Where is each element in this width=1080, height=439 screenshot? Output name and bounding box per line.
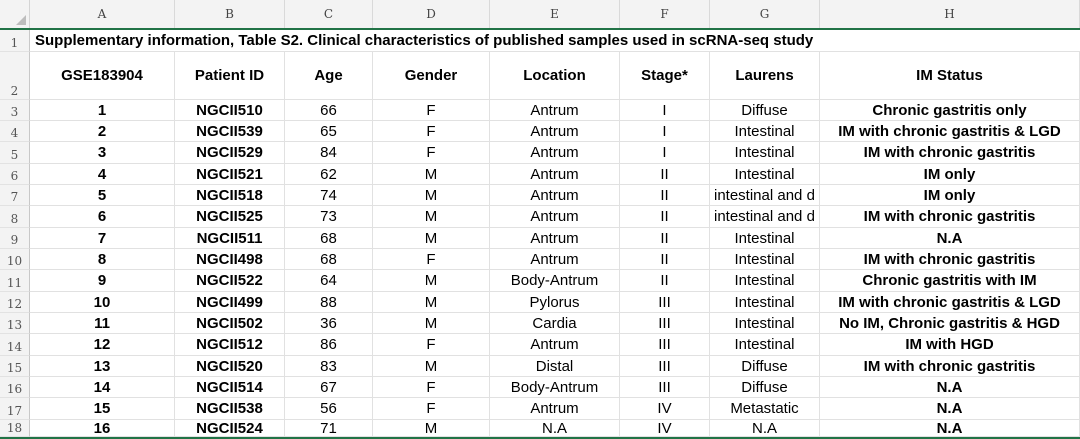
table-cell-d8[interactable]: M [373,206,490,228]
row-number-label: 14 [6,340,23,354]
table-cell-a3[interactable]: 1 [30,100,175,121]
table-cell-d17[interactable]: F [373,398,490,420]
table-cell-g13[interactable]: Intestinal [710,313,820,334]
table-cell-b16[interactable]: NGCII514 [175,377,285,398]
table-cell-c6[interactable]: 62 [285,164,373,185]
table-cell-h11[interactable]: Chronic gastritis with IM [820,270,1080,292]
row-header-6[interactable] [0,164,30,185]
row-number-label: 17 [6,404,23,418]
row-number-label: 2 [10,84,19,98]
row-number-label: 4 [10,126,19,140]
row-header-9[interactable] [0,228,30,249]
table-cell-e15[interactable]: Distal [490,356,620,377]
table-cell-g16[interactable]: Diffuse [710,377,820,398]
table-cell-c13[interactable]: 36 [285,313,373,334]
table-cell-e10[interactable]: Antrum [490,249,620,270]
row-header-7[interactable] [0,185,30,206]
column-header-e[interactable]: E [490,0,620,28]
column-header-bar [0,0,1080,30]
table-title-cell[interactable]: Supplementary information, Table S2. Clinical characteristics of published samples used in scRNA-seq study [30,30,1080,52]
row-header-4[interactable] [0,121,30,142]
table-cell-h14[interactable]: IM with HGD [820,334,1080,356]
table-cell-f3[interactable]: I [620,100,710,121]
column-header-a[interactable]: A [30,0,175,28]
table-cell-c12[interactable]: 88 [285,292,373,313]
column-header-b[interactable]: B [175,0,285,28]
header-cell-c[interactable]: Age [285,52,373,100]
table-cell-e3[interactable]: Antrum [490,100,620,121]
row-header-5[interactable] [0,142,30,164]
row-header-18[interactable] [0,420,30,437]
table-cell-g12[interactable]: Intestinal [710,292,820,313]
table-cell-b8[interactable]: NGCII525 [175,206,285,228]
table-cell-f7[interactable]: II [620,185,710,206]
table-cell-f10[interactable]: II [620,249,710,270]
table-cell-d3[interactable]: F [373,100,490,121]
table-cell-b18[interactable]: NGCII524 [175,420,285,437]
table-cell-c16[interactable]: 67 [285,377,373,398]
table-cell-e17[interactable]: Antrum [490,398,620,420]
table-cell-a13[interactable]: 11 [30,313,175,334]
table-cell-g8[interactable]: intestinal and d [710,206,820,228]
table-cell-c10[interactable]: 68 [285,249,373,270]
table-cell-b12[interactable]: NGCII499 [175,292,285,313]
row-header-15[interactable] [0,356,30,377]
table-cell-e7[interactable]: Antrum [490,185,620,206]
row-header-10[interactable] [0,249,30,270]
table-cell-e13[interactable]: Cardia [490,313,620,334]
table-cell-a8[interactable]: 6 [30,206,175,228]
table-cell-d7[interactable]: M [373,185,490,206]
table-cell-b5[interactable]: NGCII529 [175,142,285,164]
table-cell-d6[interactable]: M [373,164,490,185]
table-cell-a17[interactable]: 15 [30,398,175,420]
table-cell-h7[interactable]: IM only [820,185,1080,206]
row-number-label: 18 [6,421,23,435]
table-cell-h13[interactable]: No IM, Chronic gastritis & HGD [820,313,1080,334]
table-cell-h16[interactable]: N.A [820,377,1080,398]
table-cell-f8[interactable]: II [620,206,710,228]
table-cell-b3[interactable]: NGCII510 [175,100,285,121]
row-header-17[interactable] [0,398,30,420]
table-cell-c7[interactable]: 74 [285,185,373,206]
row-header-8[interactable] [0,206,30,228]
table-cell-b6[interactable]: NGCII521 [175,164,285,185]
table-cell-h12[interactable]: IM with chronic gastritis & LGD [820,292,1080,313]
table-cell-a5[interactable]: 3 [30,142,175,164]
row-number-label: 6 [10,169,19,183]
table-cell-e12[interactable]: Pylorus [490,292,620,313]
row-number-label: 8 [10,212,19,226]
table-cell-g14[interactable]: Intestinal [710,334,820,356]
table-cell-e16[interactable]: Body-Antrum [490,377,620,398]
table-cell-a9[interactable]: 7 [30,228,175,249]
header-cell-b[interactable]: Patient ID [175,52,285,100]
row-header-13[interactable] [0,313,30,334]
row-header-14[interactable] [0,334,30,356]
table-cell-e6[interactable]: Antrum [490,164,620,185]
table-cell-c15[interactable]: 83 [285,356,373,377]
table-cell-e4[interactable]: Antrum [490,121,620,142]
table-cell-b17[interactable]: NGCII538 [175,398,285,420]
table-cell-h6[interactable]: IM only [820,164,1080,185]
table-cell-h5[interactable]: IM with chronic gastritis [820,142,1080,164]
table-cell-g11[interactable]: Intestinal [710,270,820,292]
table-cell-h3[interactable]: Chronic gastritis only [820,100,1080,121]
row-header-12[interactable] [0,292,30,313]
row-number-label: 7 [10,190,19,204]
table-cell-e14[interactable]: Antrum [490,334,620,356]
column-header-c[interactable]: C [285,0,373,28]
row-number-label: 15 [6,361,23,375]
table-cell-a4[interactable]: 2 [30,121,175,142]
table-cell-d16[interactable]: F [373,377,490,398]
table-cell-c3[interactable]: 66 [285,100,373,121]
table-cell-g3[interactable]: Diffuse [710,100,820,121]
table-cell-f13[interactable]: III [620,313,710,334]
table-cell-c9[interactable]: 68 [285,228,373,249]
table-cell-a15[interactable]: 13 [30,356,175,377]
column-header-g[interactable]: G [710,0,820,28]
table-cell-h17[interactable]: N.A [820,398,1080,420]
table-cell-e8[interactable]: Antrum [490,206,620,228]
table-cell-a16[interactable]: 14 [30,377,175,398]
table-cell-a11[interactable]: 9 [30,270,175,292]
table-cell-f5[interactable]: I [620,142,710,164]
header-cell-h[interactable]: IM Status [820,52,1080,100]
row-header-1[interactable] [0,30,30,52]
table-cell-f14[interactable]: III [620,334,710,356]
table-cell-c5[interactable]: 84 [285,142,373,164]
table-cell-h4[interactable]: IM with chronic gastritis & LGD [820,121,1080,142]
row-number-label: 16 [6,382,23,396]
header-cell-a[interactable]: GSE183904 [30,52,175,100]
table-cell-b11[interactable]: NGCII522 [175,270,285,292]
table-cell-a18[interactable]: 16 [30,420,175,437]
table-cell-a14[interactable]: 12 [30,334,175,356]
table-cell-f4[interactable]: I [620,121,710,142]
table-cell-a6[interactable]: 4 [30,164,175,185]
table-cell-a10[interactable]: 8 [30,249,175,270]
table-cell-d15[interactable]: M [373,356,490,377]
table-cell-h9[interactable]: N.A [820,228,1080,249]
table-cell-g4[interactable]: Intestinal [710,121,820,142]
row-number-label: 9 [10,233,19,247]
table-cell-d10[interactable]: F [373,249,490,270]
table-cell-g18[interactable]: N.A [710,420,820,437]
table-cell-f18[interactable]: IV [620,420,710,437]
row-header-2[interactable] [0,52,30,100]
table-cell-h15[interactable]: IM with chronic gastritis [820,356,1080,377]
table-cell-d9[interactable]: M [373,228,490,249]
table-cell-g9[interactable]: Intestinal [710,228,820,249]
table-cell-e9[interactable]: Antrum [490,228,620,249]
table-cell-d13[interactable]: M [373,313,490,334]
table-cell-b7[interactable]: NGCII518 [175,185,285,206]
table-cell-g17[interactable]: Metastatic [710,398,820,420]
table-cell-g6[interactable]: Intestinal [710,164,820,185]
header-cell-e[interactable]: Location [490,52,620,100]
row-number-label: 5 [10,148,19,162]
row-number-label: 10 [6,254,23,268]
table-cell-b9[interactable]: NGCII511 [175,228,285,249]
row-number-label: 12 [6,297,23,311]
table-cell-b14[interactable]: NGCII512 [175,334,285,356]
table-cell-c14[interactable]: 86 [285,334,373,356]
table-cell-d5[interactable]: F [373,142,490,164]
table-cell-e18[interactable]: N.A [490,420,620,437]
row-number-label: 1 [10,36,19,50]
row-header-3[interactable] [0,100,30,121]
table-cell-a7[interactable]: 5 [30,185,175,206]
table-cell-d4[interactable]: F [373,121,490,142]
header-cell-d[interactable]: Gender [373,52,490,100]
table-cell-g15[interactable]: Diffuse [710,356,820,377]
select-all-corner[interactable] [0,0,30,28]
row-number-label: 3 [10,105,19,119]
row-header-16[interactable] [0,377,30,398]
table-cell-c4[interactable]: 65 [285,121,373,142]
table-cell-b13[interactable]: NGCII502 [175,313,285,334]
select-all-triangle-icon [16,15,26,25]
table-cell-c11[interactable]: 64 [285,270,373,292]
table-cell-e11[interactable]: Body-Antrum [490,270,620,292]
table-cell-h18[interactable]: N.A [820,420,1080,437]
table-cell-g5[interactable]: Intestinal [710,142,820,164]
table-cell-f11[interactable]: II [620,270,710,292]
row-header-11[interactable] [0,270,30,292]
table-cell-c8[interactable]: 73 [285,206,373,228]
table-cell-h10[interactable]: IM with chronic gastritis [820,249,1080,270]
table-cell-f9[interactable]: II [620,228,710,249]
table-cell-b15[interactable]: NGCII520 [175,356,285,377]
table-cell-a12[interactable]: 10 [30,292,175,313]
table-cell-f12[interactable]: III [620,292,710,313]
row-number-label: 13 [6,318,23,332]
table-cell-d18[interactable]: M [373,420,490,437]
table-cell-c18[interactable]: 71 [285,420,373,437]
table-cell-c17[interactable]: 56 [285,398,373,420]
table-cell-f17[interactable]: IV [620,398,710,420]
table-cell-d14[interactable]: F [373,334,490,356]
table-cell-f16[interactable]: III [620,377,710,398]
row-number-label: 11 [6,276,23,290]
table-cell-d12[interactable]: M [373,292,490,313]
table-cell-g7[interactable]: intestinal and d [710,185,820,206]
column-header-d[interactable]: D [373,0,490,28]
table-cell-d11[interactable]: M [373,270,490,292]
header-cell-f[interactable]: Stage* [620,52,710,100]
table-cell-b10[interactable]: NGCII498 [175,249,285,270]
header-cell-g[interactable]: Laurens [710,52,820,100]
column-header-f[interactable]: F [620,0,710,28]
table-cell-h8[interactable]: IM with chronic gastritis [820,206,1080,228]
table-cell-f6[interactable]: II [620,164,710,185]
table-cell-b4[interactable]: NGCII539 [175,121,285,142]
table-cell-f15[interactable]: III [620,356,710,377]
table-cell-e5[interactable]: Antrum [490,142,620,164]
column-header-h[interactable]: H [820,0,1080,28]
table-cell-g10[interactable]: Intestinal [710,249,820,270]
